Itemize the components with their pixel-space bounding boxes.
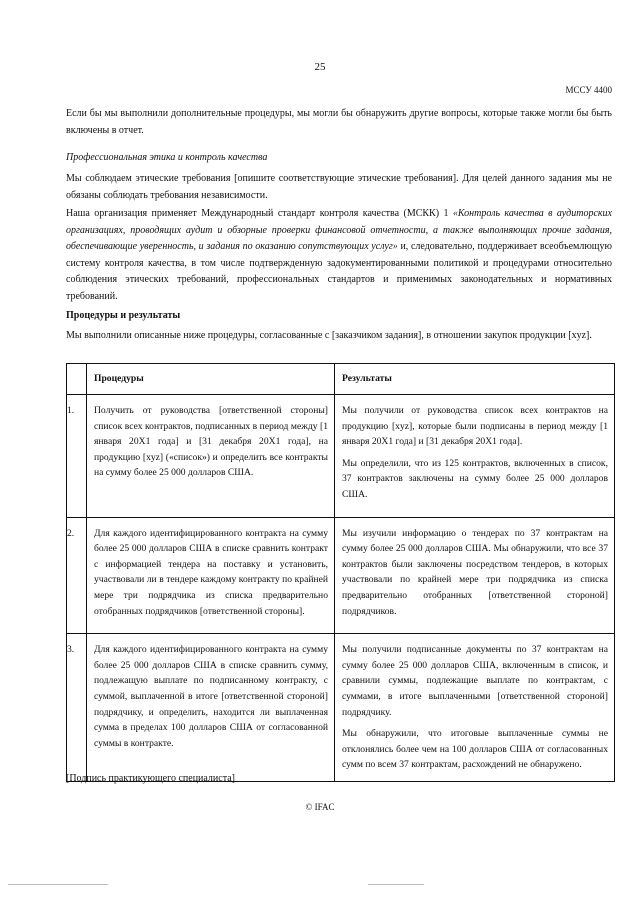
procedures-heading: Процедуры и результаты	[66, 310, 181, 321]
num-header-cell	[67, 364, 87, 395]
row-number: 2.	[67, 527, 75, 539]
procedures-column-label: Процедуры	[94, 373, 144, 385]
table-row	[67, 395, 615, 518]
results-column-label: Результаты	[342, 373, 392, 385]
procedures-column-header	[87, 364, 335, 395]
document-code: МССУ 4400	[565, 85, 612, 95]
result-text: Мы определили, что из 125 контрактов, включенных в список, 37 контрактов заключены на сумму более 25 000 долларов США.	[342, 457, 608, 500]
results-column-header	[335, 364, 615, 395]
intro-paragraph: Если бы мы выполнили дополнительные процедуры, мы могли бы обнаружить другие вопросы, которые также могли бы быть включены в отчет.	[66, 108, 612, 136]
row-number: 3.	[67, 644, 75, 656]
procedure-text: Получить от руководства [ответственной стороны] список всех контрактов, подписанных в период между [1 января 20X1 года] и [31 декабря 20X1 года], на продукцию [xyz] («список») и определить все контракты на сумму более 25 000 долларов США.	[94, 405, 328, 479]
table-header-row	[67, 364, 615, 395]
table-row	[67, 634, 615, 782]
ethics-p2-part2: и, следовательно, поддерживает всеобъемлющую систему контроля качества, в том числе подтвержденную задокументированными политикой и процедурами относительно соблюдения этических требований, профессиональных стандартов и применимых законодательных и нормативных требований.	[66, 241, 612, 302]
row-number: 1.	[67, 405, 75, 416]
procedures-table	[66, 363, 615, 782]
scan-artifact-line	[8, 884, 108, 885]
procedures-intro: Мы выполнили описанные ниже процедуры, согласованные с [заказчиком задания], в отношении закупок продукции [xyz].	[66, 330, 592, 341]
result-text: Мы изучили информацию о тендерах по 37 контрактам на сумму более 25 000 долларов США. Мы обнаружили, что все 37 контрактов были заключены посредством тендеров, в которых участвовали по крайней мере три подрядчика из списка предварительно отобранных [ответственной стороной] подрядчиков.	[342, 527, 608, 617]
scan-artifact-line	[368, 884, 424, 885]
ethics-heading: Профессиональная этика и контроль качества	[66, 152, 268, 163]
practitioner-signature: [Подпись практикующего специалиста]	[66, 773, 235, 784]
result-text: Мы получили подписанные документы по 37 контрактам на сумму более 25 000 долларов США, включенным в список, и сравнили суммы, подлежащие выплате по контрактам, с суммами, в итоге выплаченными [ответственной стороной] подрядчику.	[342, 644, 608, 718]
procedure-text: Для каждого идентифицированного контракта на сумму более 25 000 долларов США в списке сравнить контракт с информацией тендера на поставку и установить, участвовали ли в тендере каждому контракту по крайней мере три подрядчика из списка предварительно отобранных подрядчиков [ответственной стороны].	[94, 527, 328, 617]
ethics-paragraph-1: Мы соблюдаем этические требования [опишите соответствующие этические требования]. Для целей данного задания мы не обязаны соблюдать требования независимости.	[66, 173, 612, 201]
ethics-p2-part1: Наша организация применяет Международный стандарт контроля качества (МСКК) 1	[66, 208, 453, 219]
ethics-p2-standard-title: «Контроль качества в аудиторских организациях, проводящих аудит и обзорные проверки финансовой отчетности, а также выполняющих прочие задания, обеспечивающие уверенность, и задания по оказанию сопутствующих услуг»	[66, 208, 612, 252]
procedure-text: Для каждого идентифицированного контракта на сумму более 25 000 долларов США в списке сравнить сумму, подлежащую выплате по подписанному контракту, с суммой, выплаченной в итоге [ответственной стороной] подрядчику, и определить, находится ли выплаченная сумма в пределах 100 долларов США от согласованной суммы в контракте.	[94, 644, 328, 749]
table-row	[67, 517, 615, 634]
copyright: © IFAC	[305, 802, 335, 812]
ethics-paragraph-2	[66, 206, 612, 305]
result-text: Мы обнаружили, что итоговые выплаченные суммы не отклонялись более чем на 100 долларов США от согласованных сумм по всем 37 контрактам, расхождений не обнаружено.	[342, 728, 608, 771]
result-text: Мы получили от руководства список всех контрактов на продукцию [xyz], которые были подписаны в период между [1 января 20X1 года] и [31 декабря 20X1 года].	[342, 405, 608, 448]
page-number: 25	[314, 61, 326, 73]
